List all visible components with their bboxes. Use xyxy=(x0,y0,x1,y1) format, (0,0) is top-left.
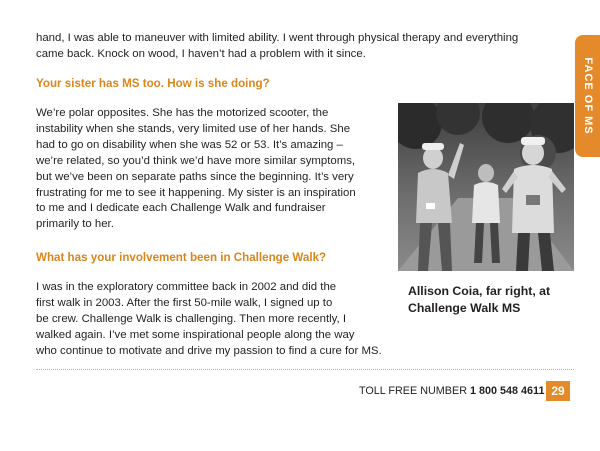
page-number: 29 xyxy=(546,381,570,401)
text-line: who continue to motivate and drive my passion to find a cure for MS. xyxy=(36,344,382,357)
footer-phone xyxy=(359,385,544,397)
text-line: came back. Knock on wood, I haven’t had a problem with it since. xyxy=(36,47,366,60)
text-line: but we’ve been on separate paths since the beginning. It’s very xyxy=(36,170,354,183)
text-line: frustrating for me to see it happening. My sister is an inspiration xyxy=(36,186,356,199)
question-heading-involvement: What has your involvement been in Challenge Walk? xyxy=(36,251,327,264)
text-line: had to go on disability when she was 52 or 53. It’s amazing – xyxy=(36,138,343,151)
walkers-photo xyxy=(398,103,574,271)
text-line: be crew. Challenge Walk is challenging. Then more recently, I xyxy=(36,312,347,325)
text-line: to me and I dedicate each Challenge Walk and fundraiser xyxy=(36,202,326,215)
section-tab xyxy=(575,35,600,157)
text-line: instability when she stands, very limited use of her hands. She xyxy=(36,122,351,135)
footer-label: TOLL FREE NUMBER xyxy=(359,385,470,397)
caption-line: Challenge Walk MS xyxy=(408,301,521,315)
intro-paragraph xyxy=(36,31,518,63)
question-heading-sister: Your sister has MS too. How is she doing? xyxy=(36,77,270,90)
footer-divider xyxy=(36,369,574,370)
section-tab-label: FACE OF MS xyxy=(581,57,594,135)
sister-paragraph xyxy=(36,106,356,233)
text-line: walked again. I’ve met some inspirational people along the way xyxy=(36,328,355,341)
text-line: I was in the exploratory committee back in 2002 and did the xyxy=(36,281,337,293)
photo-caption xyxy=(408,283,550,317)
caption-line: Allison Coia, far right, at xyxy=(408,284,551,298)
text-line: hand, I was able to maneuver with limited ability. I went through physical therapy and everything xyxy=(36,32,519,44)
text-line: first walk in 2003. After the first 50-mile walk, I signed up to xyxy=(36,296,333,309)
footer-number: 1 800 548 4611 xyxy=(470,385,545,397)
text-line: primarily to her. xyxy=(36,218,114,231)
involvement-paragraph xyxy=(36,280,382,360)
text-line: We’re polar opposites. She has the motorized scooter, the xyxy=(36,107,329,119)
text-line: we’re related, so you’d think we’d have more similar symptoms, xyxy=(36,154,356,167)
